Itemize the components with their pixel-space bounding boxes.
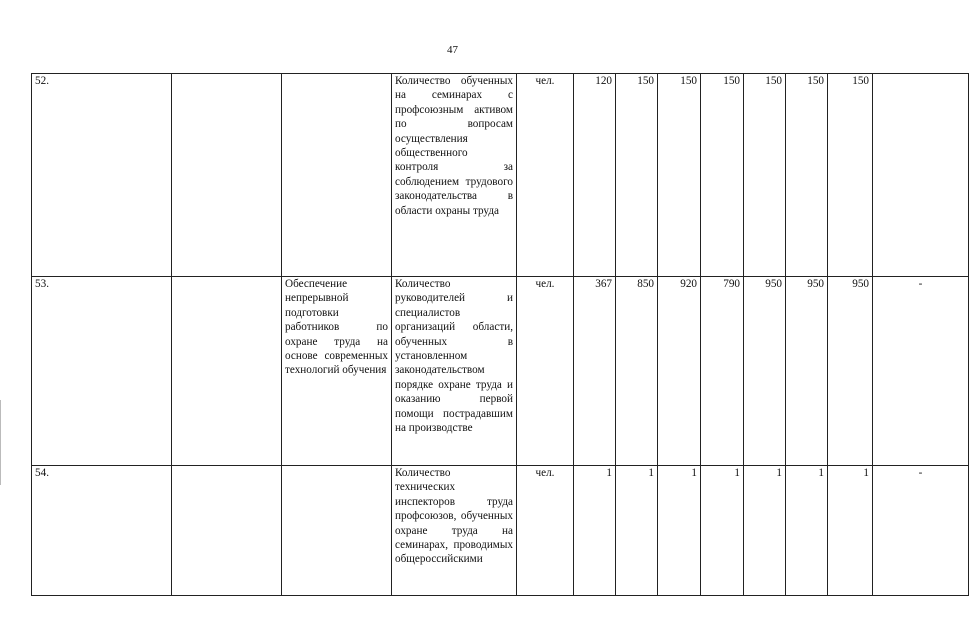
row-value: 920 <box>658 277 701 466</box>
row-event: Обеспечение непрерывной подготовки работников по охране труда на основе современных технологий обучения <box>282 277 392 466</box>
row-value: 850 <box>616 277 658 466</box>
row-value: 150 <box>828 74 873 277</box>
row-value: 950 <box>744 277 786 466</box>
row-event <box>282 466 392 596</box>
row-col2 <box>172 466 282 596</box>
row-indicator: Количество технических инспекторов труда профсоюзов, обученных охране труда на семинарах, проводимых общероссийскими <box>392 466 517 596</box>
row-note <box>873 74 969 277</box>
row-value: 950 <box>786 277 828 466</box>
row-unit: чел. <box>517 277 574 466</box>
row-value: 950 <box>828 277 873 466</box>
row-value: 1 <box>701 466 744 596</box>
row-note: - <box>873 277 969 466</box>
row-value: 150 <box>701 74 744 277</box>
table-row <box>32 277 969 466</box>
row-value: 1 <box>658 466 701 596</box>
row-value: 1 <box>828 466 873 596</box>
row-number: 52. <box>32 74 172 277</box>
row-event <box>282 74 392 277</box>
row-value: 1 <box>574 466 616 596</box>
page-number: 47 <box>447 44 458 56</box>
row-col2 <box>172 277 282 466</box>
row-value: 790 <box>701 277 744 466</box>
row-unit: чел. <box>517 466 574 596</box>
row-value: 120 <box>574 74 616 277</box>
row-value: 1 <box>744 466 786 596</box>
row-number: 53. <box>32 277 172 466</box>
row-number: 54. <box>32 466 172 596</box>
scan-edge-line <box>0 400 1 485</box>
row-value: 1 <box>616 466 658 596</box>
row-value: 150 <box>616 74 658 277</box>
row-indicator: Количество руководителей и специалистов организаций области, обученных в установленном законодательством порядке охране труда и оказанию первой помощи пострадавшим на производстве <box>392 277 517 466</box>
row-indicator: Количество обученных на семинарах с профсоюзным активом по вопросам осуществления общественного контроля за соблюдением трудового законодательства в области охраны труда <box>392 74 517 277</box>
row-value: 150 <box>786 74 828 277</box>
indicators-table <box>31 73 969 596</box>
row-note: - <box>873 466 969 596</box>
table-row <box>32 466 969 596</box>
row-value: 367 <box>574 277 616 466</box>
row-unit: чел. <box>517 74 574 277</box>
table-row <box>32 74 969 277</box>
row-value: 150 <box>744 74 786 277</box>
row-value: 150 <box>658 74 701 277</box>
row-value: 1 <box>786 466 828 596</box>
row-col2 <box>172 74 282 277</box>
